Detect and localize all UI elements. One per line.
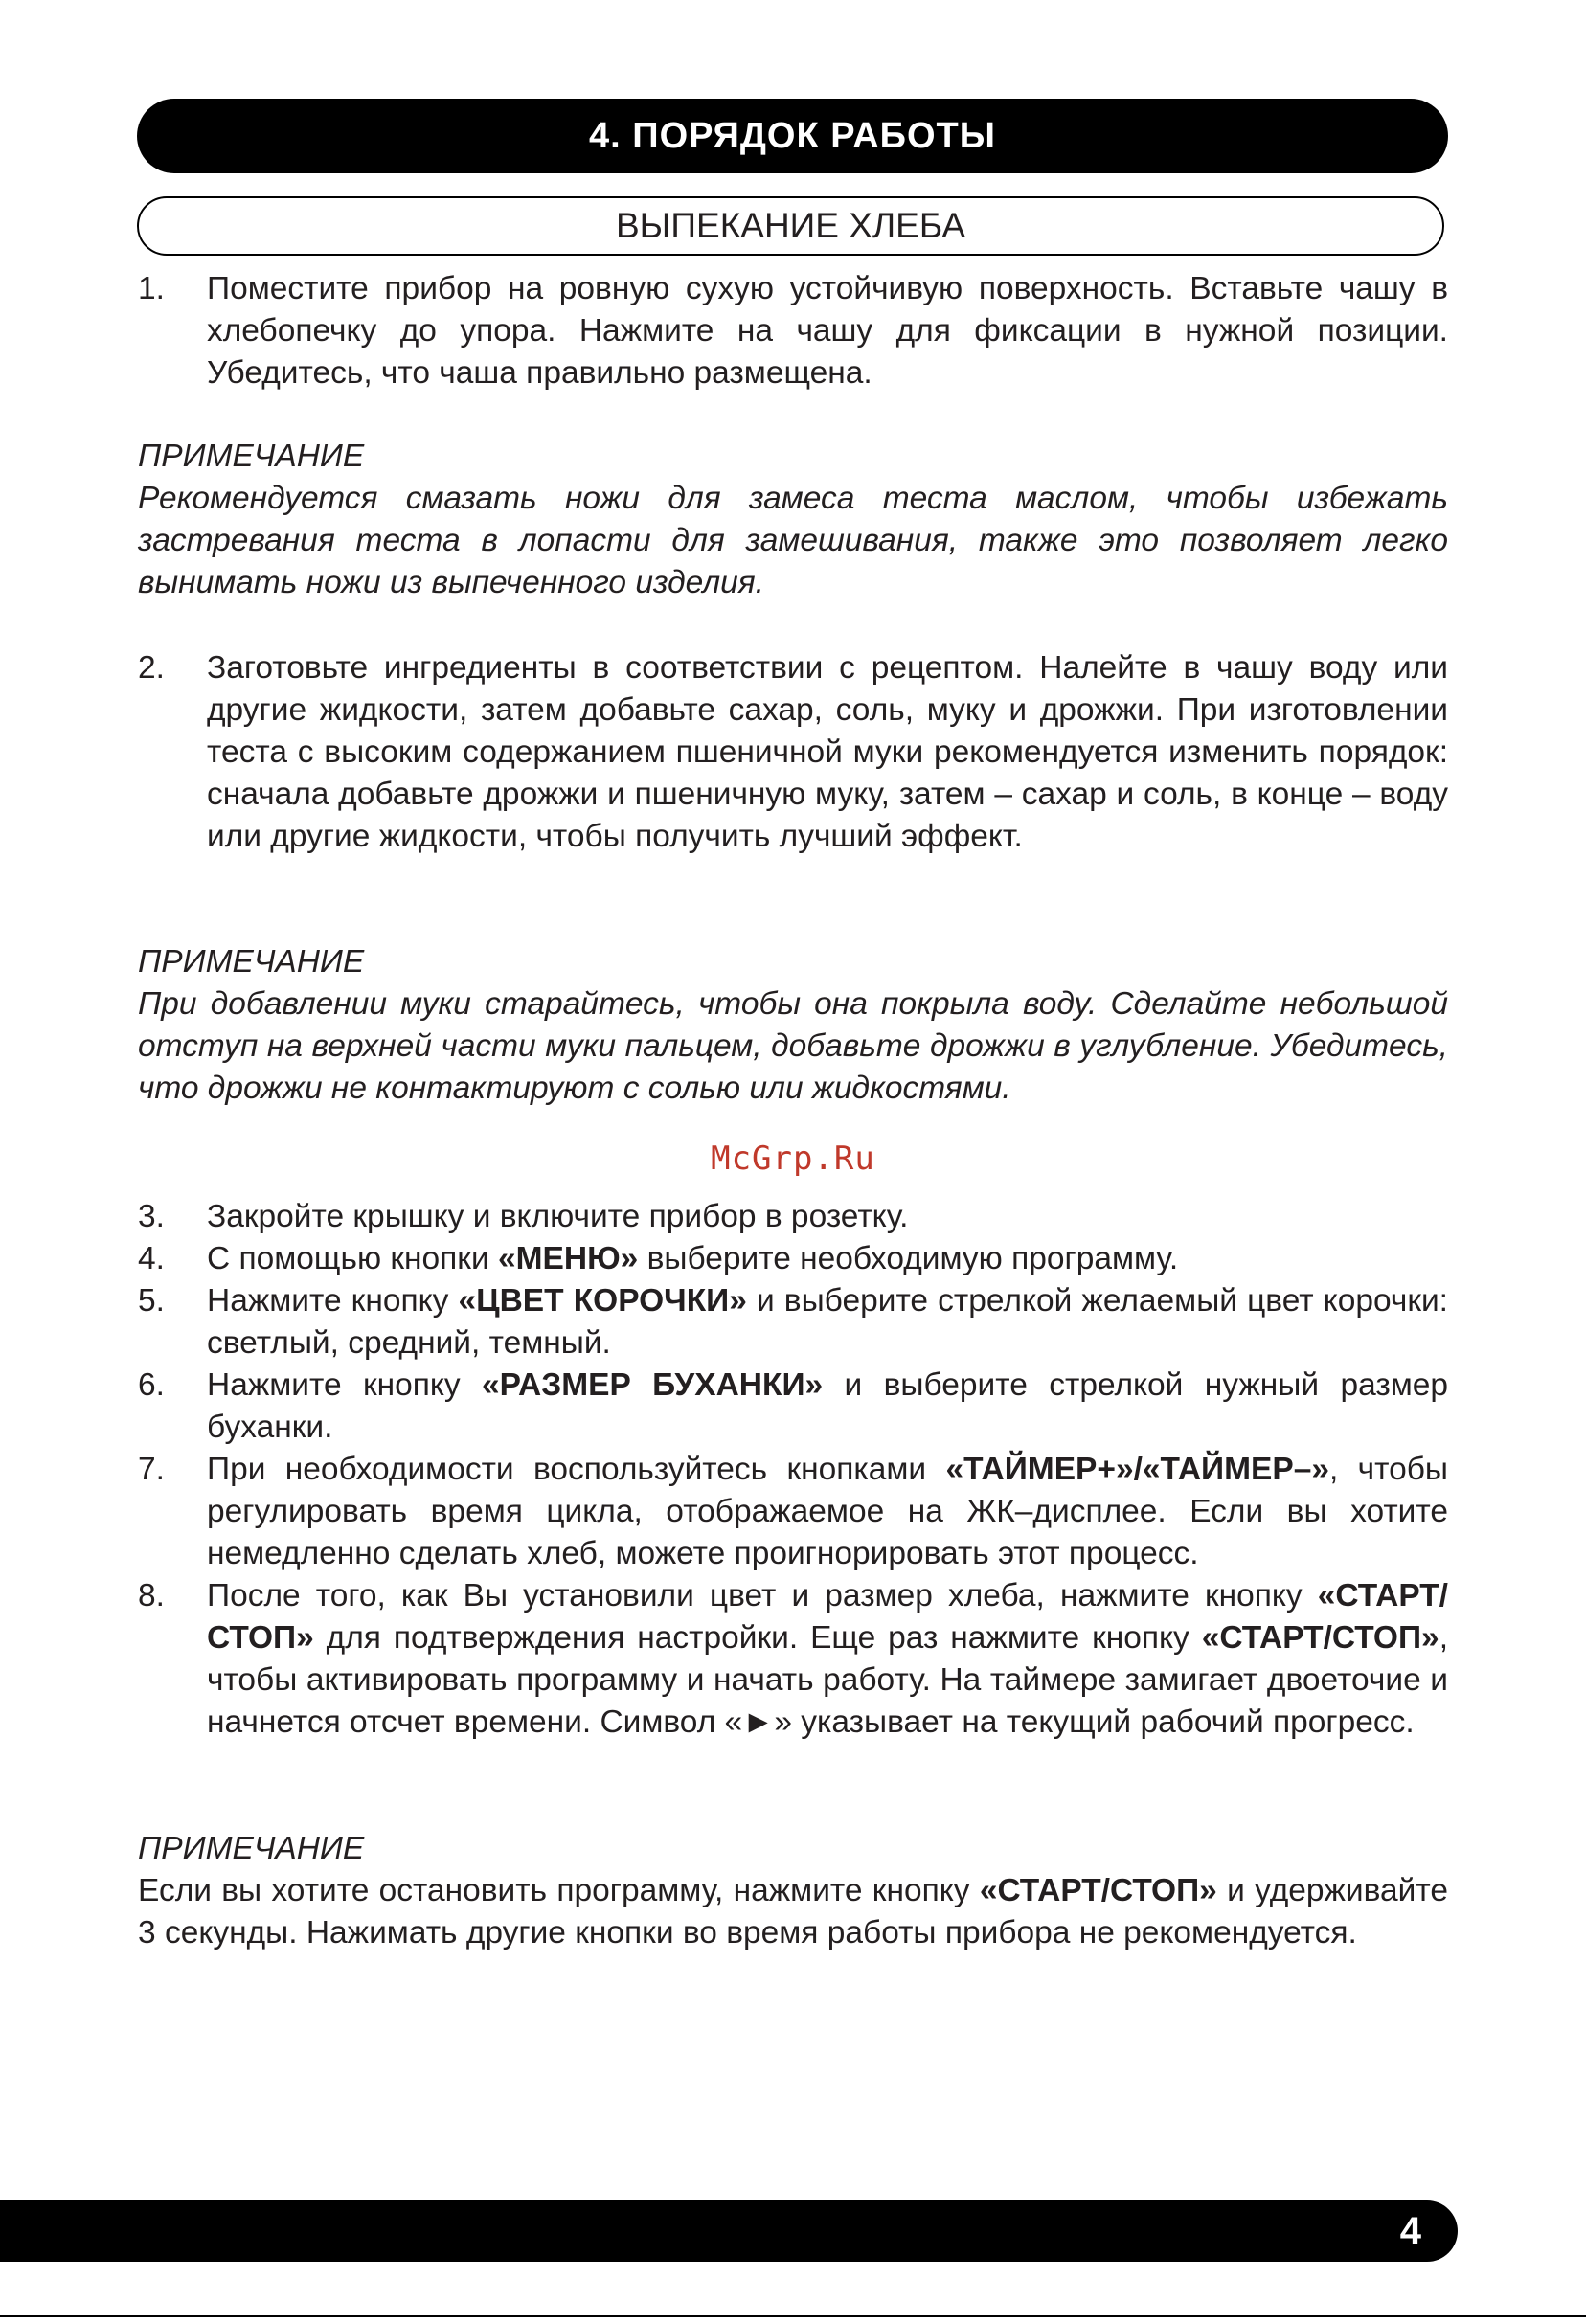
step-text: С помощью кнопки «МЕНЮ» выберите необходимую программу. xyxy=(207,1241,1179,1276)
section-title: ВЫПЕКАНИЕ ХЛЕБА xyxy=(616,206,965,245)
step-number: 4. xyxy=(138,1241,165,1276)
menu-button-label: «МЕНЮ» xyxy=(498,1241,639,1276)
start-stop-button-label: «СТАРТ/СТОП» xyxy=(1201,1620,1439,1656)
step-4 xyxy=(138,1238,1448,1280)
bottom-rule xyxy=(0,2315,1586,2317)
footer-bar xyxy=(0,2200,1458,2262)
step-number: 6. xyxy=(138,1367,165,1403)
step-text: При необходимости воспользуйтесь кнопками «ТАЙМЕР+»/«ТАЙМЕР–», чтобы регулировать время цикла, отображаемое на ЖК–дисплее. Если вы хотите немедленно сделать хлеб, можете проигнорировать этот процесс. xyxy=(207,1452,1448,1571)
timer-buttons-label: «ТАЙМЕР+»/«ТАЙМЕР–» xyxy=(945,1452,1329,1487)
step-text: Закройте крышку и включите прибор в розетку. xyxy=(207,1199,909,1234)
step-number: 1. xyxy=(138,271,165,306)
step-1 xyxy=(138,268,1448,395)
step-text: Поместите прибор на ровную сухую устойчивую поверхность. Вставьте чашу в хлебопечку до упора. Нажмите на чашу для фиксации в нужной позиции. Убедитесь, что чаша правильно размещена. xyxy=(207,271,1448,391)
note-3-text: Если вы хотите остановить программу, нажмите кнопку «СТАРТ/СТОП» и удерживайте 3 секунды. Нажимать другие кнопки во время работы прибора не рекомендуется. xyxy=(138,1873,1448,1951)
note-3-heading: ПРИМЕЧАНИЕ xyxy=(138,1831,365,1866)
step-number: 7. xyxy=(138,1452,165,1487)
step-text: Заготовьте ингредиенты в соответствии с рецептом. Налейте в чашу воду или другие жидкости, затем добавьте сахар, соль, муку и дрожжи. При изготовлении теста с высоким содержанием пшеничной муки рекомендуется изменить порядок: сначала добавьте дрожжи и пшеничную муку, затем – сахар и соль, в конце – воду или другие жидкости, чтобы получить лучший эффект. xyxy=(207,650,1448,854)
step-number: 2. xyxy=(138,650,165,686)
step-text: Нажмите кнопку «РАЗМЕР БУХАНКИ» и выберите стрелкой нужный размер буханки. xyxy=(207,1367,1448,1445)
step-number: 8. xyxy=(138,1578,165,1613)
step-number: 5. xyxy=(138,1283,165,1319)
step-8 xyxy=(138,1575,1448,1744)
watermark: McGrp.Ru xyxy=(711,1139,875,1178)
step-text: После того, как Вы установили цвет и размер хлеба, нажмите кнопку «СТАРТ/СТОП» для подтверждения настройки. Еще раз нажмите кнопку «СТАРТ/СТОП», чтобы активировать программу и начать работу. На таймере замигает двоеточие и начнется отсчет времени. Символ «►» указывает на текущий рабочий прогресс. xyxy=(207,1578,1448,1740)
chapter-title: 4. ПОРЯДОК РАБОТЫ xyxy=(589,115,996,156)
step-3 xyxy=(138,1196,1448,1238)
step-text: Нажмите кнопку «ЦВЕТ КОРОЧКИ» и выберите стрелкой желаемый цвет корочки: светлый, средний, темный. xyxy=(207,1283,1448,1361)
start-stop-button-label: «СТАРТ/СТОП» xyxy=(207,1578,1448,1656)
step-7 xyxy=(138,1449,1448,1575)
chapter-title-bar xyxy=(137,99,1448,173)
note-1-heading: ПРИМЕЧАНИЕ xyxy=(138,439,365,474)
step-2 xyxy=(138,647,1448,858)
start-stop-button-label: «СТАРТ/СТОП» xyxy=(979,1873,1217,1908)
loaf-size-button-label: «РАЗМЕР БУХАНКИ» xyxy=(482,1367,824,1403)
step-6 xyxy=(138,1365,1448,1449)
step-number: 3. xyxy=(138,1199,165,1234)
note-2-heading: ПРИМЕЧАНИЕ xyxy=(138,944,365,980)
crust-color-button-label: «ЦВЕТ КОРОЧКИ» xyxy=(458,1283,747,1319)
step-5 xyxy=(138,1280,1448,1365)
note-2-text: При добавлении муки старайтесь, чтобы она покрыла воду. Сделайте небольшой отступ на верхней части муки пальцем, добавьте дрожжи в углубление. Убедитесь, что дрожжи не контактируют с солью или жидкостями. xyxy=(138,986,1448,1106)
note-1-text: Рекомендуется смазать ножи для замеса теста маслом, чтобы избежать застревания теста в лопасти для замешивания, также это позволяет легко вынимать ножи из выпеченного изделия. xyxy=(138,481,1448,600)
section-title-bar xyxy=(137,196,1444,256)
page-number: 4 xyxy=(1399,2210,1421,2252)
